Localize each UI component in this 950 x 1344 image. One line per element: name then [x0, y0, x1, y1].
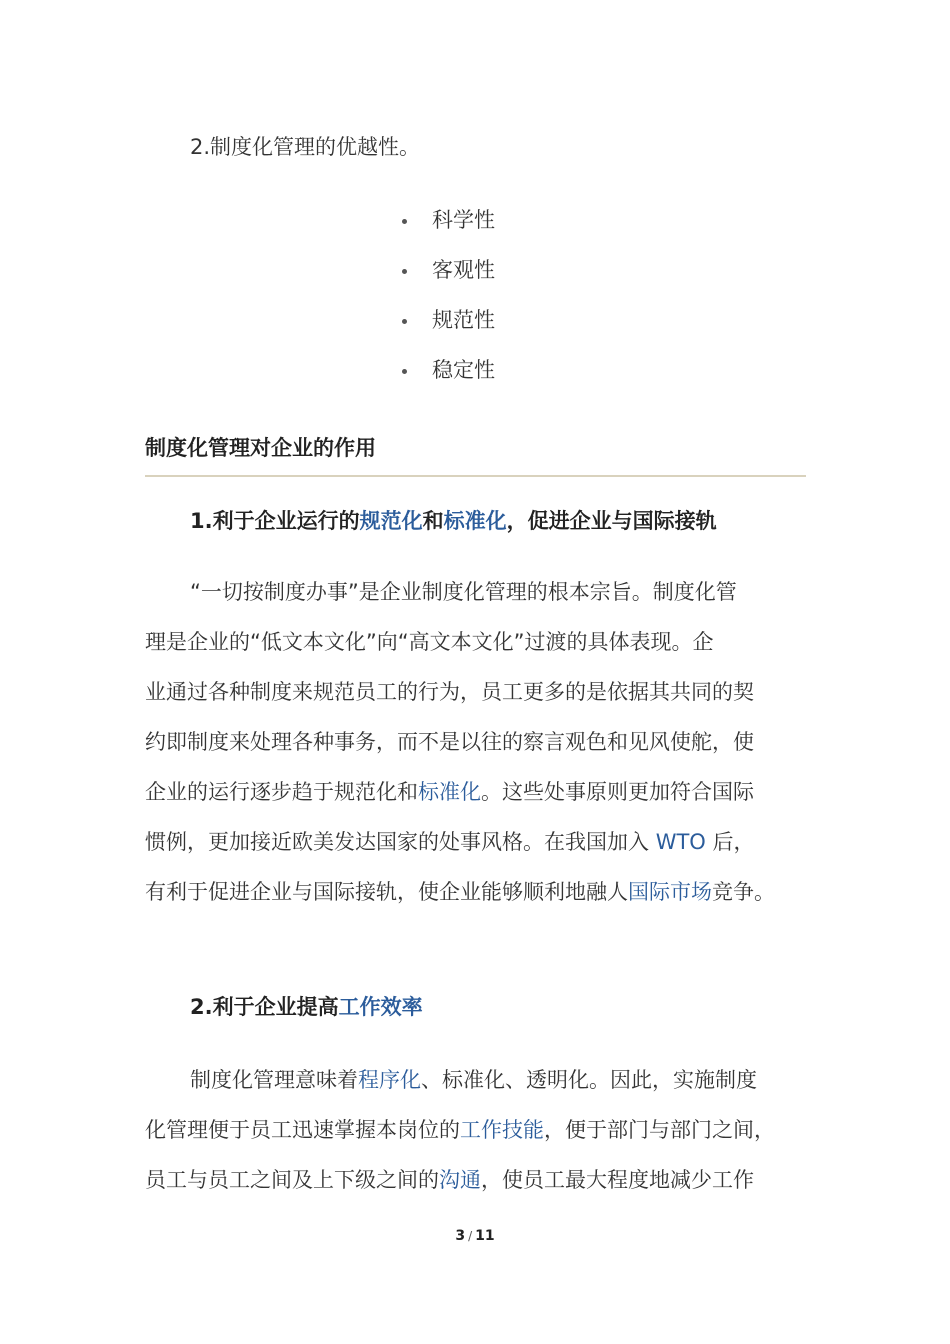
- paragraph-line: 化管理便于员工迅速掌握本岗位的工作技能，便于部门与部门之间，: [145, 1118, 775, 1142]
- bullet-icon: [402, 269, 407, 274]
- link-standardized[interactable]: 标准化: [418, 780, 481, 804]
- paragraph-line: 企业的运行逐步趋于规范化和标准化。这些处事原则更加符合国际: [145, 780, 754, 804]
- paragraph-line: 员工与员工之间及上下级之间的沟通，使员工最大程度地减少工作: [145, 1168, 754, 1192]
- paragraph-line: 理是企业的“低文本文化”向“高文本文化”过渡的具体表现。企: [145, 630, 714, 654]
- link-procedural[interactable]: 程序化: [358, 1068, 421, 1092]
- page-indicator: [0, 1228, 950, 1244]
- section-title-advantages: 2.制度化管理的优越性。: [190, 135, 421, 159]
- page-separator: /: [468, 1229, 473, 1243]
- paragraph-line: 业通过各种制度来规范员工的行为，员工更多的是依据其共同的契: [145, 680, 754, 704]
- list-item-label: 规范性: [432, 308, 495, 332]
- section-heading: 制度化管理对企业的作用: [145, 436, 376, 460]
- current-page: 3: [455, 1228, 466, 1244]
- total-pages: 11: [475, 1228, 495, 1244]
- link-standardized[interactable]: 标准化: [443, 509, 507, 533]
- link-international-market[interactable]: 国际市场: [628, 880, 712, 904]
- heading-divider: [145, 475, 806, 477]
- bullet-icon: [402, 219, 407, 224]
- point1-heading: [190, 496, 717, 546]
- link-work-skills[interactable]: 工作技能: [460, 1118, 544, 1142]
- bullet-icon: [402, 319, 407, 324]
- paragraph-line: 有利于促进企业与国际接轨，使企业能够顺利地融人国际市场竞争。: [145, 880, 775, 904]
- paragraph-line: 约即制度来处理各种事务，而不是以往的察言观色和见风使舵，使: [145, 730, 754, 754]
- link-standardization[interactable]: 规范化: [359, 509, 423, 533]
- list-item-label: 科学性: [432, 208, 495, 232]
- heading-text: ，促进企业与国际接轨: [506, 509, 717, 533]
- heading-text: 2.利于企业提高: [190, 995, 339, 1019]
- link-work-efficiency[interactable]: 工作效率: [338, 995, 423, 1019]
- list-item-label: 稳定性: [432, 358, 495, 382]
- point2-heading: [190, 982, 423, 1032]
- link-wto[interactable]: WTO: [655, 830, 706, 854]
- heading-text: 和: [422, 509, 444, 533]
- link-communication[interactable]: 沟通: [439, 1168, 481, 1192]
- list-item-label: 客观性: [432, 258, 495, 282]
- paragraph-line: “一切按制度办事”是企业制度化管理的根本宗旨。制度化管: [190, 580, 737, 604]
- bullet-icon: [402, 369, 407, 374]
- heading-text: 1.利于企业运行的: [190, 509, 360, 533]
- paragraph-line: 制度化管理意味着程序化、标准化、透明化。因此，实施制度: [190, 1068, 757, 1092]
- paragraph-line: 惯例，更加接近欧美发达国家的处事风格。在我国加入 WTO 后，: [145, 830, 755, 854]
